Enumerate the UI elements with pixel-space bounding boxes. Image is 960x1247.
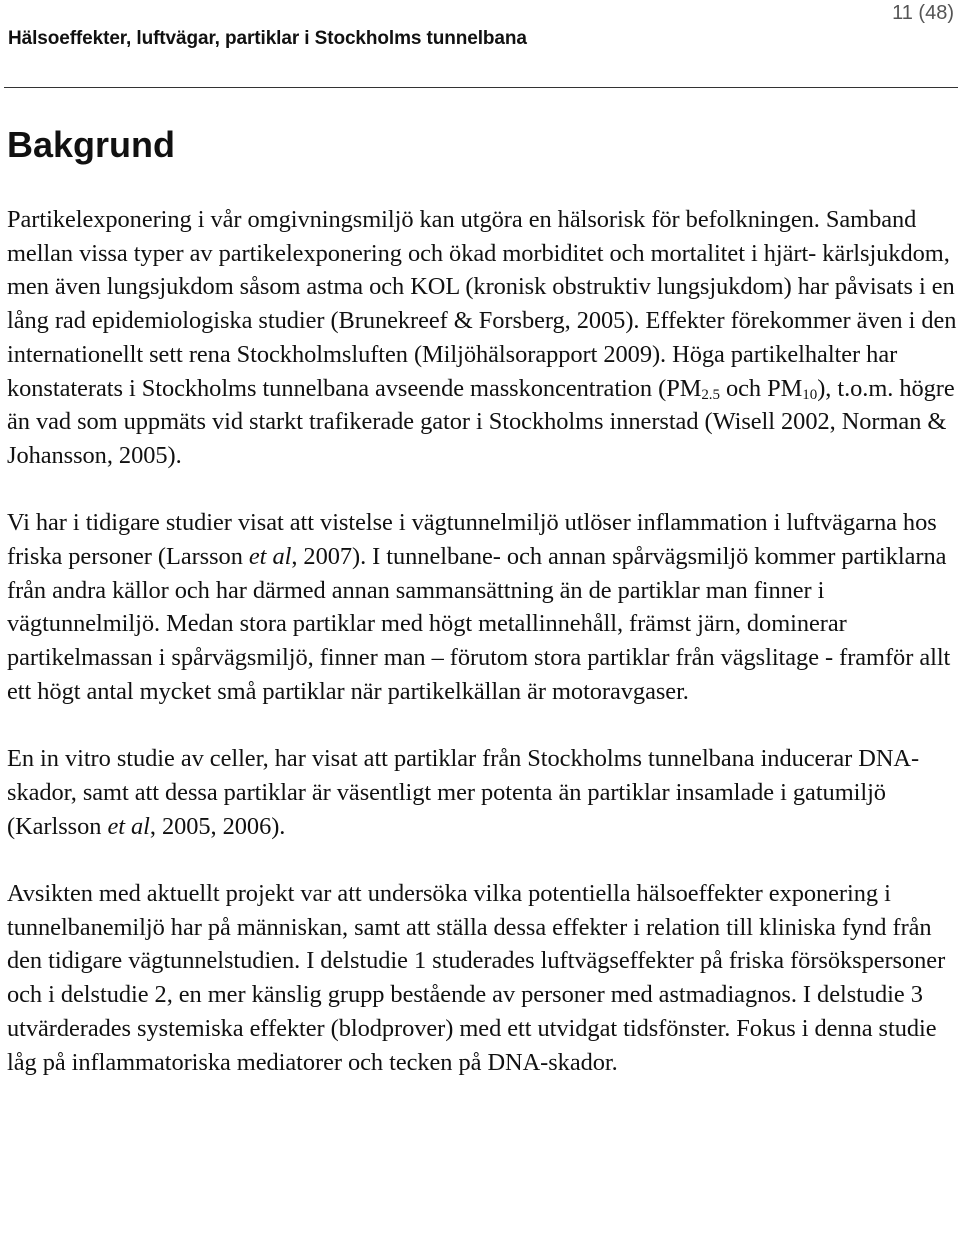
pm10-subscript: 10 <box>802 386 818 403</box>
paragraph-1-text-b: och PM <box>719 374 803 402</box>
paragraph-3 <box>7 742 957 843</box>
paragraph-2 <box>7 506 957 708</box>
paragraph-2-et-al: et al <box>248 543 292 571</box>
paragraph-1 <box>7 203 957 473</box>
pm25-subscript: 2.5 <box>701 386 720 403</box>
paragraph-2-text-a: Vi har i tidigare studier visat att vistelse i vägtunnelmiljö utlöser inflammation i luftvägarna hos friska personer (Larsson <box>7 509 937 571</box>
paragraph-1-text-a: Partikelexponering i vår omgivningsmiljö kan utgöra en hälsorisk för befolkningen. Samband mellan vissa typer av partikelexponering och ökad morbiditet och mortalitet i hjärt- kärlsjukdom, men även lungsjukdom såsom astma och KOL (kronisk obstruktiv lungsjukdom) har påvisats i en lång rad epidemiologiska studier (Brunekreef & Forsberg, 2005). Effekter förekommer även i den internationellt sett rena Stockholmsluften (Miljöhälsorapport 2009). Höga partikelhalter har konstaterats i Stockholms tunnelbana avseende masskoncentration (PM <box>7 206 957 402</box>
paragraph-2-text-b: , 2007). I tunnelbane- och annan spårvägsmiljö kommer partiklarna från andra källor och har därmed annan sammansättning än de partiklar man finner i vägtunnelmiljö. Medan stora partiklar med högt metallinnehåll, främst järn, dominerar partikelmassan i spårvägsmiljö, finner man – förutom stora partiklar från vägslitage - framför allt ett högt antal mycket små partiklar när partikelkällan är motoravgaser. <box>7 543 951 705</box>
paragraph-3-et-al: et al <box>107 812 150 840</box>
page-number: 11 (48) <box>892 2 954 24</box>
paragraph-1-text-c: ), t.o.m. högre än vad som uppmäts vid starkt trafikerade gator i Stockholms innerstad (Wisell 2002, Norman & Johansson, 2005). <box>7 374 955 469</box>
running-header: Hälsoeffekter, luftvägar, partiklar i Stockholms tunnelbana <box>8 28 527 49</box>
paragraph-4: Avsikten med aktuellt projekt var att undersöka vilka potentiella hälsoeffekter exponering i tunnelbanemiljö har på människan, samt att ställa dessa effekter i relation till kliniska fynd från den tidigare vägtunnelstudien. I delstudie 1 studerades luftvägseffekter på friska försökspersoner och i delstudie 2, en mer känslig grupp bestående av personer med astmadiagnos. I delstudie 3 utvärderades systemiska effekter (blodprover) med ett utvidgat tidsfönster. Fokus i denna studie låg på inflammatoriska mediatorer och tecken på DNA-skador. <box>7 880 946 1076</box>
body-text <box>7 203 957 1113</box>
header-divider <box>4 87 958 88</box>
section-title: Bakgrund <box>7 124 176 165</box>
paragraph-3-text-a: En in vitro studie av celler, har visat att partiklar från Stockholms tunnelbana inducerar DNA-skador, samt att dessa partiklar är väsentligt mer potenta än partiklar insamlade i gatumiljö (Karlsson <box>7 745 920 840</box>
paragraph-3-text-b: , 2005, 2006). <box>149 812 286 840</box>
